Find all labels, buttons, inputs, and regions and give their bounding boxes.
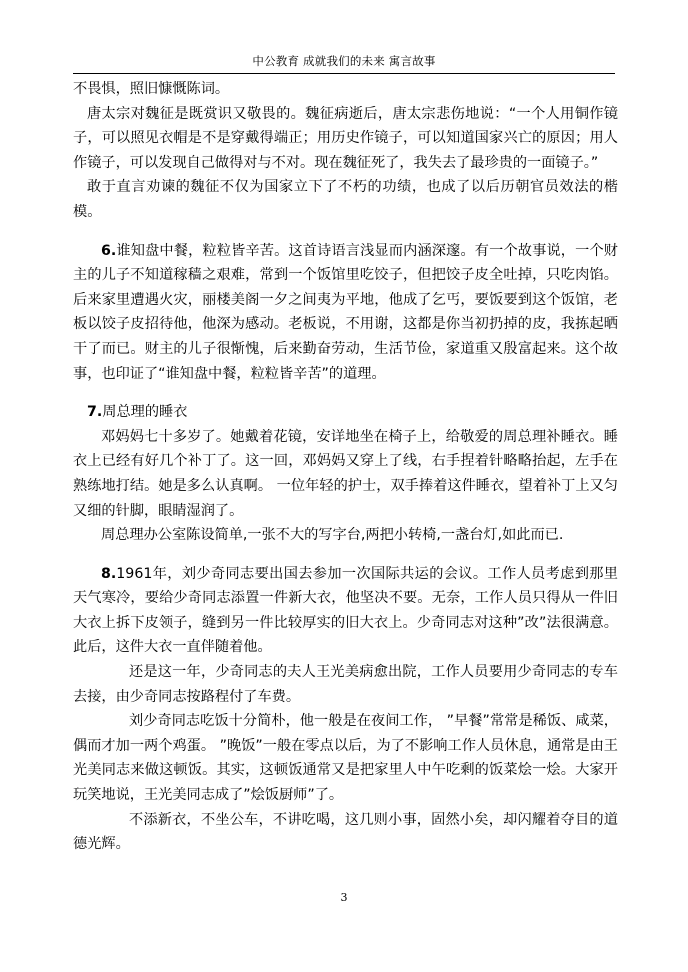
paragraph: 邓妈妈七十多岁了。她戴着花镜，安详地坐在椅子上，给敬爱的周总理补睡衣。睡衣上已经有好几个补丁了。这一回，邓妈妈又穿上了线，右手捏着针略略抬起，左手在熟练地打结。她是多么认真啊。 一位年轻的护士，双手捧着这件睡衣，望着补丁上又匀又细的针脚，眼睛湿润了。: [73, 428, 618, 519]
section-7-heading: [73, 400, 618, 425]
section-text: 谁知盘中餐，粒粒皆辛苦。这首诗语言浅显而内涵深邃。有一个故事说，一个财主的儿子不知道稼穑之艰难，常到一个饭馆里吃饺子，但把饺子皮全吐掉，只吃肉馅。后来家里遭遇火灾，丽楼美阁一夕之间夷为平地，他成了乞丐，要饭要到这个饭馆，老板以饺子皮招待他，他深为感动。老板说，不用谢，这都是你当初扔掉的皮，我拣起晒干了而已。财主的儿子很惭愧，后来勤奋劳动，生活节俭，家道重又殷富起来。这个故事，也印证了“谁知盘中餐，粒粒皆辛苦”的道理。: [73, 242, 618, 382]
paragraph: 周总理办公室陈设简单,一张不大的写字台,两把小转椅,一盏台灯,如此而已.: [101, 527, 564, 544]
section-number: 7.: [87, 404, 103, 421]
section-title: 周总理的睡衣: [102, 404, 188, 421]
paragraph: 不畏惧，照旧慷慨陈词。: [73, 81, 230, 97]
paragraph: 唐太宗对魏征是既赏识又敬畏的。魏征病逝后，唐太宗悲伤地说：“一个人用铜作镜子，可以照见衣帽是不是穿戴得端正；用历史作镜子，可以知道国家兴亡的原因；用人作镜子，可以发现自己做得对与不对。现在魏征死了，我失去了最珍贵的一面镜子。”: [73, 105, 618, 171]
paragraph: 不添新衣，不坐公车，不讲吃喝，这几则小事，固然小矣，却闪耀着夺目的道德光辉。: [73, 811, 618, 853]
header-rule: [73, 73, 615, 74]
page-header: 中公教育 成就我们的未来 寓言故事: [252, 54, 436, 68]
section-number: 8.: [101, 565, 117, 582]
paragraph: 还是这一年，少奇同志的夫人王光美病愈出院，工作人员要用少奇同志的专车去接，由少奇同志按路程付了车费。: [73, 664, 618, 705]
section-8: [73, 562, 618, 660]
paragraph: 敢于直言劝谏的魏征不仅为国家立下了不朽的功绩，也成了以后历朝官员效法的楷模。: [73, 179, 618, 220]
section-number: 6.: [101, 242, 117, 259]
paragraph: 刘少奇同志吃饭十分简朴，他一般是在夜间工作， ”早餐”常常是稀饭、咸菜，偶而才加一两个鸡蛋。 ”晚饭”一般在零点以后，为了不影响工作人员休息，通常是由王光美同志来做这顿饭。其实，这顿饭通常又是把家里人中午吃剩的饭菜烩一烩。大家开玩笑地说，王光美同志成了”烩饭厨师”了。: [73, 713, 618, 804]
section-6: [73, 239, 618, 387]
page-number: 3: [340, 891, 348, 904]
document-body: [73, 77, 618, 857]
section-text: 1961年，刘少奇同志要出国去参加一次国际共运的会议。工作人员考虑到那里天气寒冷，要给少奇同志添置一件新大衣，他坚决不要。无奈，工作人员只得从一件旧大衣上拆下皮领子，缝到另一件比较厚实的旧大衣上。少奇同志对这种”改”法很满意。此后，这件大衣一直伴随着他。: [73, 565, 618, 656]
